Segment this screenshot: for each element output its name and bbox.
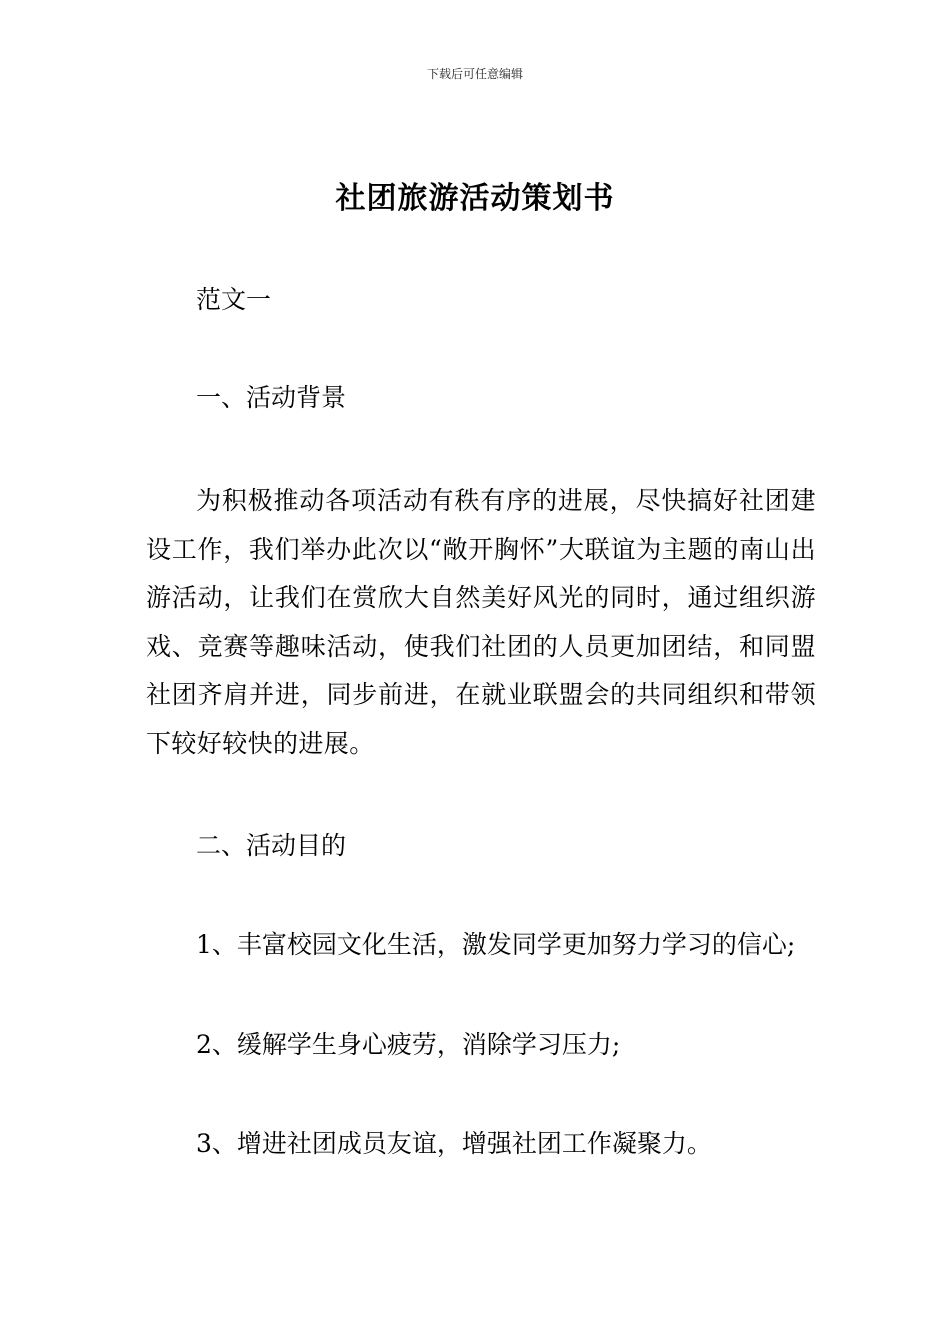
header-note: 下载后可任意编辑 (426, 67, 523, 81)
purpose-item: 3、增进社团成员友谊，增强社团工作凝聚力。 (196, 1129, 712, 1158)
section-heading-purpose: 二、活动目的 (196, 831, 347, 860)
purpose-item: 1、丰富校园文化生活，激发同学更加努力学习的信心; (196, 930, 796, 959)
purpose-item: 2、缓解学生身心疲劳，消除学习压力; (196, 1030, 621, 1059)
sample-label: 范文一 (196, 285, 272, 314)
background-paragraph: 为积极推动各项活动有秩有序的进展，尽快搞好社团建设工作，我们举办此次以“敞开胸怀”大联谊为主题的南山出游活动，让我们在赏欣大自然美好风光的同时，通过组织游戏、竞赛等趣味活动，使我们社团的人员更加团结，和同盟社团齐肩并进，同步前进，在就业联盟会的共同组织和带领下较好较快的进展。 (146, 486, 816, 758)
document-title: 社团旅游活动策划书 (335, 181, 615, 216)
section-heading-background: 一、活动背景 (196, 383, 347, 412)
